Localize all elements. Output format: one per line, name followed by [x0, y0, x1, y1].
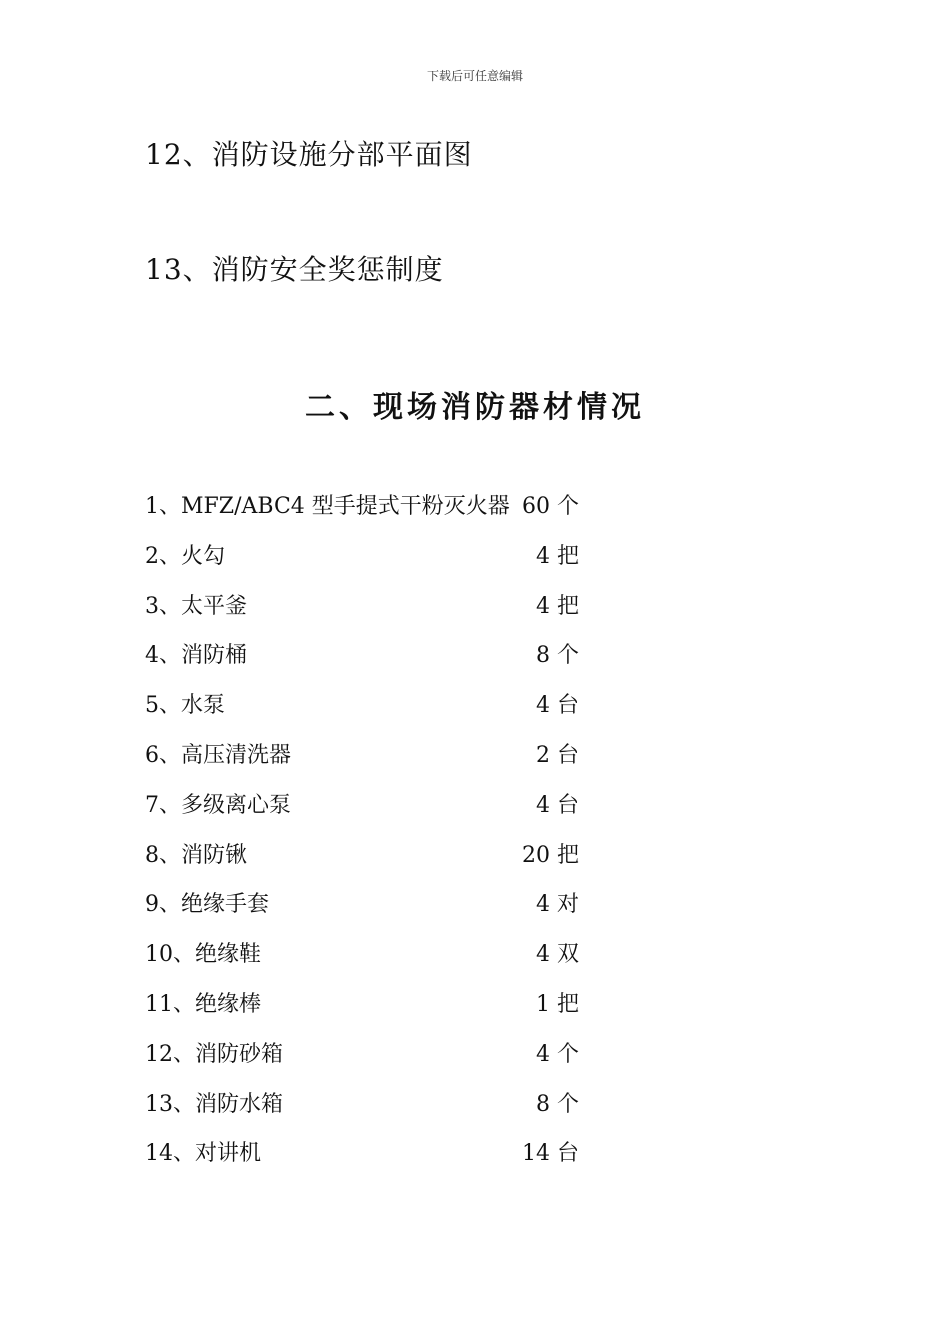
list-item: [145, 987, 585, 1037]
section-title: 二、现场消防器材情况: [305, 390, 645, 425]
equipment-quantity: 4 台: [536, 693, 579, 719]
list-item: [145, 688, 585, 738]
toc-item-12: 12、消防设施分部平面图: [145, 138, 473, 171]
equipment-quantity: 8 个: [536, 643, 579, 669]
list-item: [145, 589, 585, 639]
equipment-name: 6、高压清洗器: [145, 742, 291, 768]
list-item: [145, 838, 585, 888]
page-header-note: 下载后可任意编辑: [426, 69, 523, 83]
list-item: [145, 788, 585, 838]
equipment-name: 11、绝缘棒: [145, 991, 261, 1017]
equipment-quantity: 4 个: [536, 1041, 579, 1067]
equipment-name: 14、对讲机: [145, 1141, 261, 1167]
list-item: [145, 887, 585, 937]
toc-item-13: 13、消防安全奖惩制度: [145, 253, 444, 286]
equipment-name: 2、火勾: [145, 543, 225, 569]
equipment-quantity: 4 对: [536, 892, 579, 918]
equipment-quantity: 4 把: [536, 593, 579, 619]
list-item: [145, 738, 585, 788]
equipment-name: 5、水泵: [145, 693, 225, 719]
equipment-quantity: 20 把: [522, 842, 579, 868]
equipment-name: 13、消防水箱: [145, 1091, 283, 1117]
equipment-quantity: 2 台: [536, 742, 579, 768]
equipment-name: 4、消防桶: [145, 643, 247, 669]
equipment-name: 3、太平釜: [145, 593, 247, 619]
equipment-quantity: 4 台: [536, 792, 579, 818]
equipment-quantity: 4 双: [536, 942, 579, 968]
list-item: [145, 638, 585, 688]
equipment-quantity: 1 把: [536, 991, 579, 1017]
list-item: [145, 489, 585, 539]
equipment-name: 10、绝缘鞋: [145, 942, 261, 968]
equipment-quantity: 8 个: [536, 1091, 579, 1117]
list-item: [145, 1087, 585, 1137]
list-item: [145, 539, 585, 589]
equipment-name: 12、消防砂箱: [145, 1041, 283, 1067]
equipment-quantity: 60 个: [522, 494, 579, 519]
equipment-quantity: 4 把: [536, 543, 579, 569]
equipment-name: 7、多级离心泵: [145, 792, 291, 818]
equipment-quantity: 14 台: [522, 1141, 579, 1167]
equipment-name: 9、绝缘手套: [145, 892, 269, 918]
equipment-name: 1、MFZ/ABC4 型手提式干粉灭火器: [145, 494, 510, 519]
list-item: [145, 937, 585, 987]
list-item: [145, 1037, 585, 1087]
equipment-list: [145, 489, 585, 1186]
list-item: [145, 1136, 585, 1186]
equipment-name: 8、消防锹: [145, 842, 247, 868]
